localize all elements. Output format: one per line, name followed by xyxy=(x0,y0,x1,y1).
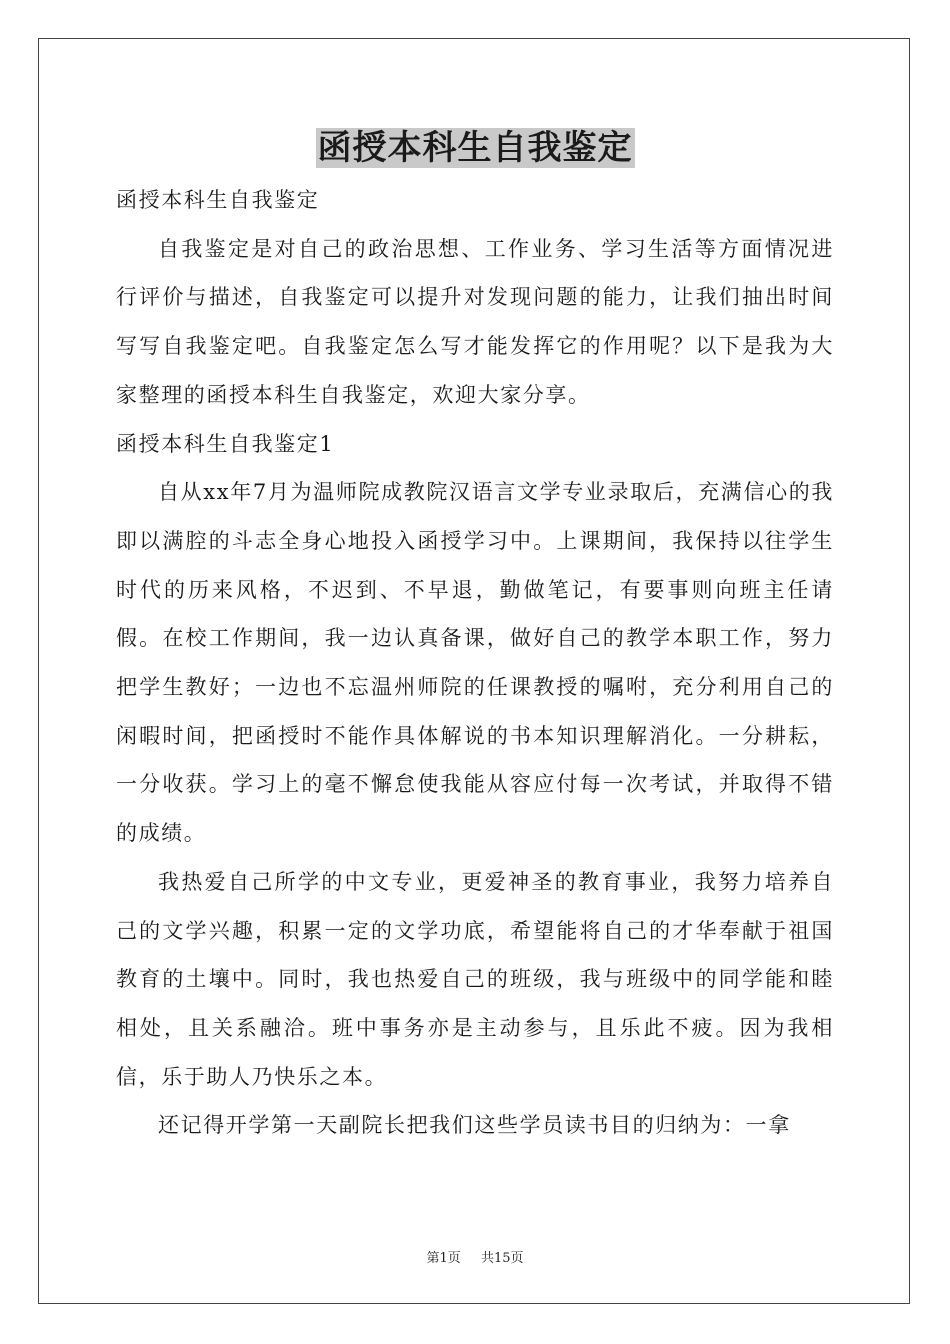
page-number: 第1页 xyxy=(426,1251,461,1266)
paragraph: 我热爱自己所学的中文专业，更爱神圣的教育事业，我努力培养自己的文学兴趣，积累一定的文学功底，希望能将自己的才华奉献于祖国教育的土壤中。同时，我也热爱自己的班级，我与班级中的同学能和睦相处，且关系融洽。班中事务亦是主动参与，且乐此不疲。因为我相信，乐于助人乃快乐之本。 xyxy=(116,869,834,1089)
paragraph: 还记得开学第一天副院长把我们这些学员读书目的归纳为：一拿 xyxy=(158,1113,791,1138)
document-title-text: 函授本科生自我鉴定 xyxy=(317,128,633,168)
document-title xyxy=(0,124,950,172)
page-footer xyxy=(0,1247,950,1266)
page-total: 共15页 xyxy=(480,1251,524,1266)
document-body xyxy=(116,176,834,1150)
section-heading: 函授本科生自我鉴定1 xyxy=(116,431,335,456)
paragraph-intro: 自我鉴定是对自己的政治思想、工作业务、学习生活等方面情况进行评价与描述，自我鉴定可以提升对发现问题的能力，让我们抽出时间写写自我鉴定吧。自我鉴定怎么写才能发挥它的作用呢？以下是我为大家整理的函授本科生自我鉴定，欢迎大家分享。 xyxy=(116,236,834,407)
paragraph-heading: 函授本科生自我鉴定 xyxy=(116,188,320,212)
paragraph: 自从xx年7月为温师院成教院汉语言文学专业录取后，充满信心的我即以满腔的斗志全身心地投入函授学习中。上课期间，我保持以往学生时代的历来风格，不迟到、不早退，勤做笔记，有要事则向班主任请假。在校工作期间，我一边认真备课，做好自己的教学本职工作，努力把学生教好；一边也不忘温州师院的任课教授的嘱咐，充分利用自己的闲暇时间，把函授时不能作具体解说的书本知识理解消化。一分耕耘，一分收获。学习上的毫不懈怠使我能从容应付每一次考试，并取得不错的成绩。 xyxy=(116,480,834,846)
